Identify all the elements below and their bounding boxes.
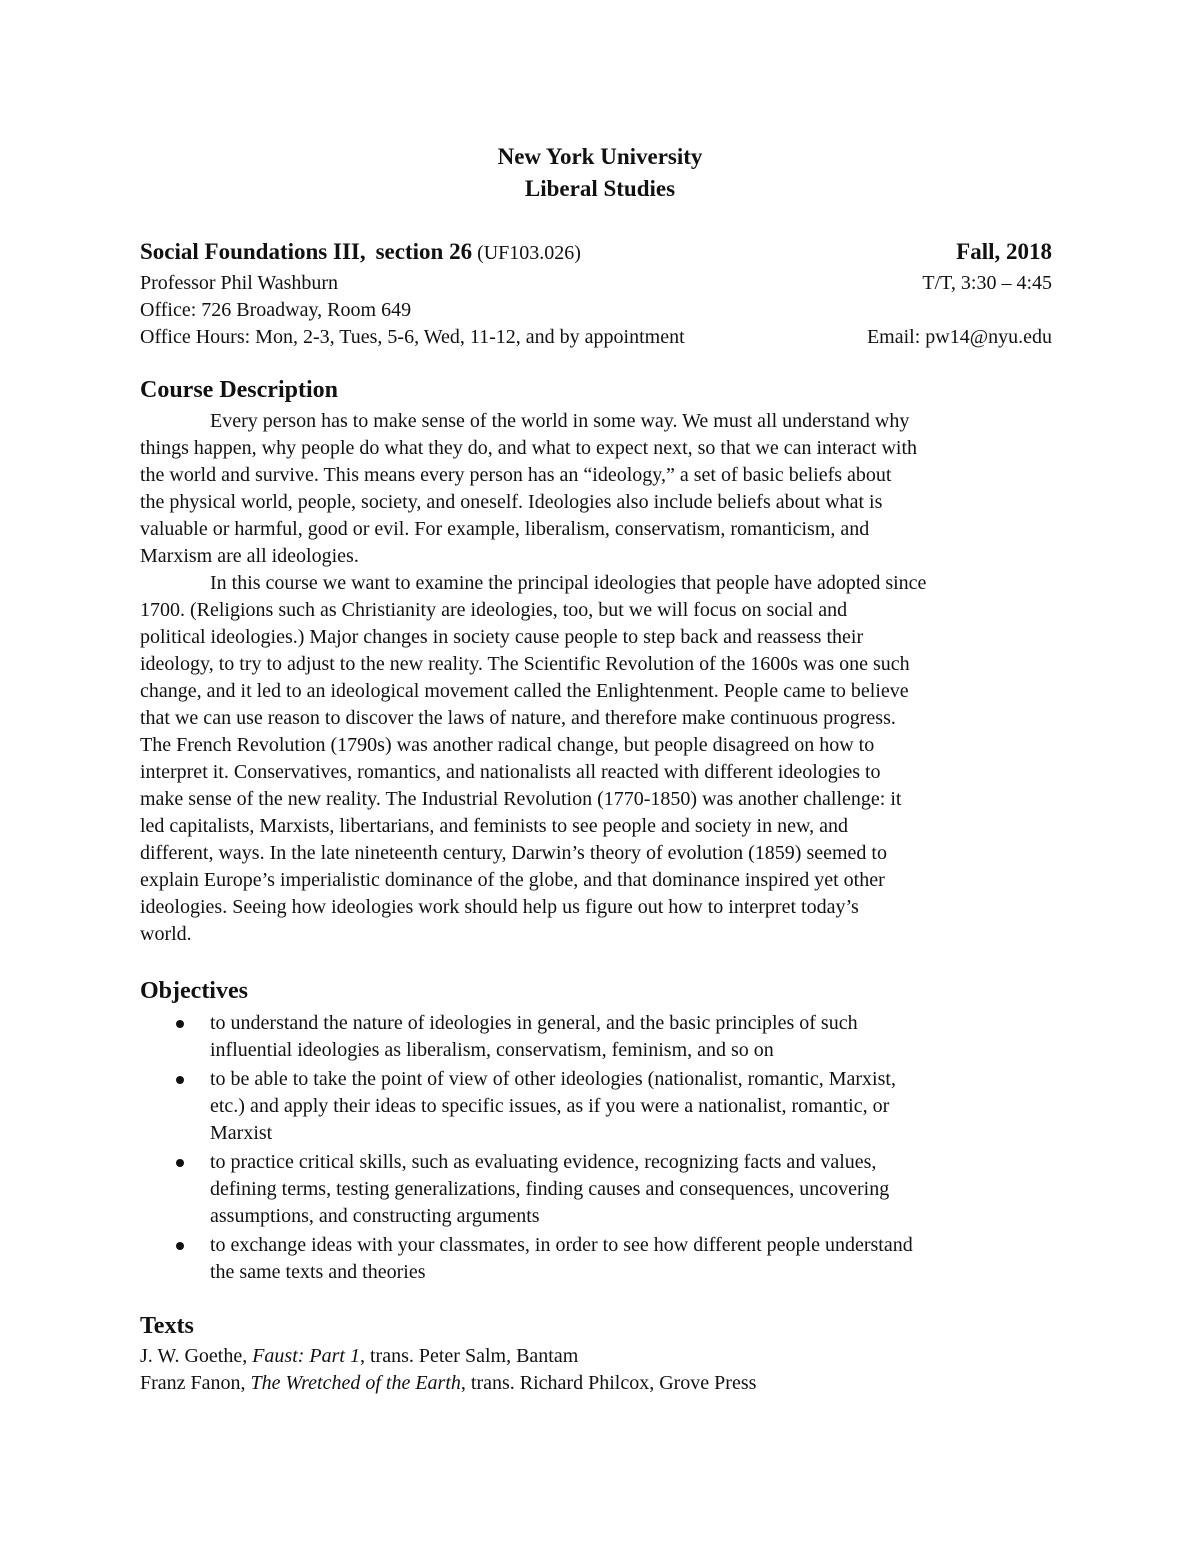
course-description-heading: Course Description <box>140 377 338 403</box>
paragraph-line: political ideologies.) Major changes in society cause people to step back and reassess their <box>140 626 864 648</box>
bullet-icon <box>176 1159 184 1167</box>
texts-list <box>140 1343 1070 1397</box>
objectives-heading: Objectives <box>140 978 248 1004</box>
paragraph-line: In this course we want to examine the principal ideologies that people have adopted since <box>210 572 927 594</box>
objective-line: defining terms, testing generalizations, finding causes and consequences, uncovering <box>210 1178 890 1200</box>
objective-item <box>140 1149 1070 1230</box>
office-row <box>140 297 1052 324</box>
paragraph-line: world. <box>140 923 192 945</box>
paragraph-line: explain Europe’s imperialistic dominance of the globe, and that dominance inspired yet other <box>140 869 885 891</box>
objective-line: the same texts and theories <box>210 1261 426 1283</box>
course-term: Fall, 2018 <box>956 239 1052 264</box>
paragraph-line: ideology, to try to adjust to the new reality. The Scientific Revolution of the 1600s was one such <box>140 653 910 675</box>
text-details: , trans. Richard Philcox, Grove Press <box>460 1372 757 1394</box>
objective-line: assumptions, and constructing arguments <box>210 1205 540 1227</box>
paragraph-line: that we can use reason to discover the laws of nature, and therefore make continuous progress. <box>140 707 896 729</box>
course-section: section 26 <box>375 239 473 264</box>
paragraph-line: change, and it led to an ideological movement called the Enlightenment. People came to believe <box>140 680 909 702</box>
paragraph-line: make sense of the new reality. The Industrial Revolution (1770-1850) was another challenge: it <box>140 788 902 810</box>
objective-line: to exchange ideas with your classmates, in order to see how different people understand <box>210 1234 913 1256</box>
professor-name: Professor Phil Washburn <box>140 272 339 294</box>
paragraph-line: ideologies. Seeing how ideologies work should help us figure out how to interpret today’s <box>140 896 859 918</box>
paragraph-line: the physical world, people, society, and oneself. Ideologies also include beliefs about what is <box>140 491 883 513</box>
paragraph-line: the world and survive. This means every person has an “ideology,” a set of basic beliefs about <box>140 464 892 486</box>
objective-item <box>140 1066 1070 1147</box>
bullet-icon <box>176 1242 184 1250</box>
objectives-list <box>140 1010 1070 1286</box>
paragraph-line: different, ways. In the late nineteenth century, Darwin’s theory of evolution (1859) seemed to <box>140 842 887 864</box>
objective-line: to practice critical skills, such as evaluating evidence, recognizing facts and values, <box>210 1151 877 1173</box>
objective-item <box>140 1232 1070 1286</box>
course-description <box>140 408 1070 948</box>
professor-row <box>140 270 1052 297</box>
text-author: J. W. Goethe, <box>140 1345 253 1367</box>
objective-line: etc.) and apply their ideas to specific issues, as if you were a nationalist, romantic, or <box>210 1095 890 1117</box>
bullet-icon <box>176 1020 184 1028</box>
paragraph-line: Every person has to make sense of the world in some way. We must all understand why <box>210 410 910 432</box>
text-title: The Wretched of the Earth <box>250 1372 461 1394</box>
text-title: Faust: Part 1 <box>252 1345 360 1367</box>
objective-line: Marxist <box>210 1122 273 1144</box>
office-hours: Office Hours: Mon, 2-3, Tues, 5-6, Wed, 11-12, and by appointment <box>140 326 685 348</box>
course-title: Social Foundations III, <box>140 239 366 264</box>
text-item <box>140 1343 1070 1370</box>
office-location: Office: 726 Broadway, Room 649 <box>140 299 412 321</box>
text-author: Franz Fanon, <box>140 1372 251 1394</box>
class-schedule: T/T, 3:30 – 4:45 <box>922 272 1052 294</box>
course-title-row <box>140 238 1052 267</box>
course-code: (UF103.026) <box>477 242 581 264</box>
paragraph-line: Marxism are all ideologies. <box>140 545 359 567</box>
paragraph-line: 1700. (Religions such as Christianity are ideologies, too, but we will focus on social and <box>140 599 848 621</box>
paragraph-line: things happen, why people do what they do, and what to expect next, so that we can interact with <box>140 437 918 459</box>
paragraph-line: interpret it. Conservatives, romantics, and nationalists all reacted with different ideologies to <box>140 761 881 783</box>
paragraph-line: The French Revolution (1790s) was another radical change, but people disagreed on how to <box>140 734 875 756</box>
text-details: , trans. Peter Salm, Bantam <box>360 1345 579 1367</box>
objective-line: to be able to take the point of view of other ideologies (nationalist, romantic, Marxist, <box>210 1068 896 1090</box>
paragraph-line: led capitalists, Marxists, libertarians, and feminists to see people and society in new, and <box>140 815 848 837</box>
office-hours-row <box>140 324 1052 351</box>
email[interactable]: Email: pw14@nyu.edu <box>866 326 1052 348</box>
bullet-icon <box>176 1076 184 1084</box>
university-title: New York University <box>497 144 703 169</box>
objective-line: to understand the nature of ideologies in general, and the basic principles of such <box>210 1012 858 1034</box>
program-title: Liberal Studies <box>524 176 676 201</box>
objective-item <box>140 1010 1070 1064</box>
text-item <box>140 1370 1070 1397</box>
paragraph-line: valuable or harmful, good or evil. For example, liberalism, conservatism, romanticism, and <box>140 518 870 540</box>
objective-line: influential ideologies as liberalism, conservatism, feminism, and so on <box>210 1039 774 1061</box>
texts-heading: Texts <box>140 1313 194 1339</box>
